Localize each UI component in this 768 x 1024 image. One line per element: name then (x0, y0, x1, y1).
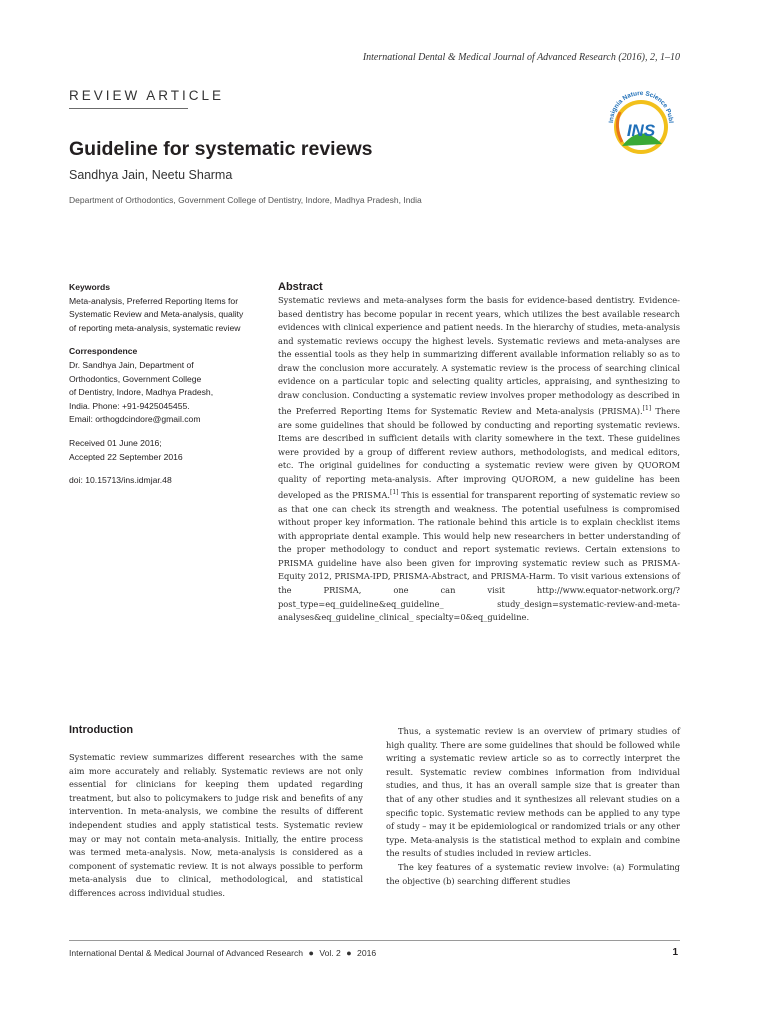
abstract-text: This is essential for transparent reporting of systematic review so as that one can check its strength and weakness. The potential usefulness is compromised without proper key information. The rationale behind this article is to explain checklist items with appropriate dental example. This would help new researchers in better understanding of the proper methodology to conduct and report systematic reviews. Certain extensions to PRISMA guideline have also been given for improving systematic review such as PRISMA-Equity 2012, PRISMA-IPD, PRISMA-Abstract, and PRISMA-Harm. To visit various extensions of the PRISMA, one can visit http://www.equator-network.org/?post_type=eq_guideline&eq_guideline_ study_design=systematic-review-and-meta-analyses&eq_guideline_clinical_ specialty=0&eq_guideline. (278, 490, 680, 623)
footer-bullet: ● (346, 948, 352, 958)
article-type-label: REVIEW ARTICLE (69, 88, 225, 103)
accepted-date: Accepted 22 September 2016 (69, 451, 183, 462)
citation-ref[interactable]: [1] (642, 405, 652, 413)
introduction-left-column (69, 751, 363, 901)
keywords-line: Meta-analysis, Preferred Reporting Items for (69, 295, 239, 306)
introduction-paragraph: Thus, a systematic review is an overview of primary studies of high quality. There are some guidelines that should be followed while writing a systematic review article so as to correctly interpret the result. Systematic review combines information from individual studies, and thus, it has an overall sample size that is greater than that of any other studies and it synthesizes all relevant studies on a specific topic. Systematic review methods can be applied to any type of study – may it be epidemiological or randomized trials or any other type. Meta-analysis is the statistical method to explain and combine the results of studies included in review articles. (386, 726, 680, 859)
keywords-block (69, 281, 259, 335)
footer-volume: Vol. 2 (319, 948, 341, 958)
abstract-section (278, 281, 680, 625)
correspondence-line: India. Phone: +91-9425045455. (69, 400, 190, 411)
footer-bullet: ● (308, 948, 314, 958)
article-type-underline (69, 108, 188, 109)
logo-initials: INS (626, 121, 656, 140)
introduction-paragraph: The key features of a systematic review involve: (a) Formulating the objective (b) searching different studies (386, 861, 680, 886)
keywords-line: Systematic Review and Meta-analysis, quality (69, 309, 244, 320)
abstract-text: Systematic reviews and meta-analyses form the basis for evidence-based dentistry. Evidence-based dentistry has become popular in recent years, which utilizes the best available research evidences with clinical experience and patient needs. In the hierarchy of studies, meta-analysis and systematic reviews occupy the highest levels. Systematic reviews and meta-analyses are the essential tools as they help in summarizing different available information reliably so as to draw the conclusion more accurately. A systematic review is the process of searching clinical evidence on a particular topic and selecting quality articles, appraising, and synthesizing to draw conclusion. Conducting a systematic review involves proper methodology as described in the Preferred Reporting Items for Systematic Review and Meta-analysis (PRISMA). (278, 295, 681, 417)
abstract-heading: Abstract (278, 281, 323, 293)
footer-journal: International Dental & Medical Journal of Advanced Research (69, 948, 304, 958)
logo-publisher-text: Insignia Nature Science Publ (607, 89, 675, 124)
doi-link[interactable]: doi: 10.15713/ins.idmjar.48 (69, 475, 172, 486)
page-number: 1 (672, 947, 678, 958)
abstract-text: There are some guidelines that should be followed by conducting and reporting systematic reviews. Items are described in sufficient details with clarity somewhere in the text. These guidelines were provided by a group of different review authors, methodologists, and medical editors, etc. The original guidelines for conducting a systematic review were given by QUOROM quality of reporting meta-analysis. After improving QUOROM, a new guideline has been developed as the PRISMA. (278, 406, 680, 501)
publisher-logo (600, 82, 682, 164)
correspondence-block (69, 345, 259, 427)
journal-citation-header: International Dental & Medical Journal of Advanced Research (2016), 2, 1–10 (362, 52, 680, 63)
received-date: Received 01 June 2016; (69, 437, 162, 448)
correspondence-email[interactable]: Email: orthogdcindore@gmail.com (69, 414, 201, 425)
article-sidebar (69, 281, 259, 488)
keywords-heading: Keywords (69, 282, 111, 292)
page-footer (69, 948, 376, 958)
author-affiliation: Department of Orthodontics, Government College of Dentistry, Indore, Madhya Pradesh, India (69, 195, 422, 205)
abstract-body (278, 294, 680, 625)
introduction-right-column (386, 725, 680, 888)
keywords-line: of reporting meta-analysis, systematic review (69, 322, 241, 333)
introduction-heading: Introduction (69, 724, 134, 736)
correspondence-heading: Correspondence (69, 346, 138, 357)
article-authors: Sandhya Jain, Neetu Sharma (69, 168, 233, 182)
citation-ref[interactable]: [1] (390, 489, 399, 497)
footer-divider (69, 940, 680, 941)
dates-block (69, 437, 259, 464)
publisher-logo-graphic (600, 82, 682, 164)
introduction-paragraph: Systematic review summarizes different researches with the same aim more accurately and reliably. Systematic reviews are not only essential for clinicians for keeping them updated regarding treatment, but also to policymakers to judge risk and benefits of any intervention. In meta-analysis, we combine the results of different independent studies and apply statistical tests. Systematic review may or may not contain meta-analysis. Initially, the entire process was termed meta-analysis. Now, meta-analysis is considered as a component of systematic review. It is not always possible to perform meta-analysis due to clinical, methodological, and statistical differences across individual studies. (69, 752, 363, 898)
footer-year: 2016 (357, 948, 377, 958)
correspondence-line: Orthodontics, Government College (69, 373, 202, 384)
article-title: Guideline for systematic reviews (69, 138, 373, 160)
correspondence-line: of Dentistry, Indore, Madhya Pradesh, (69, 387, 214, 398)
correspondence-line: Dr. Sandhya Jain, Department of (69, 359, 194, 370)
